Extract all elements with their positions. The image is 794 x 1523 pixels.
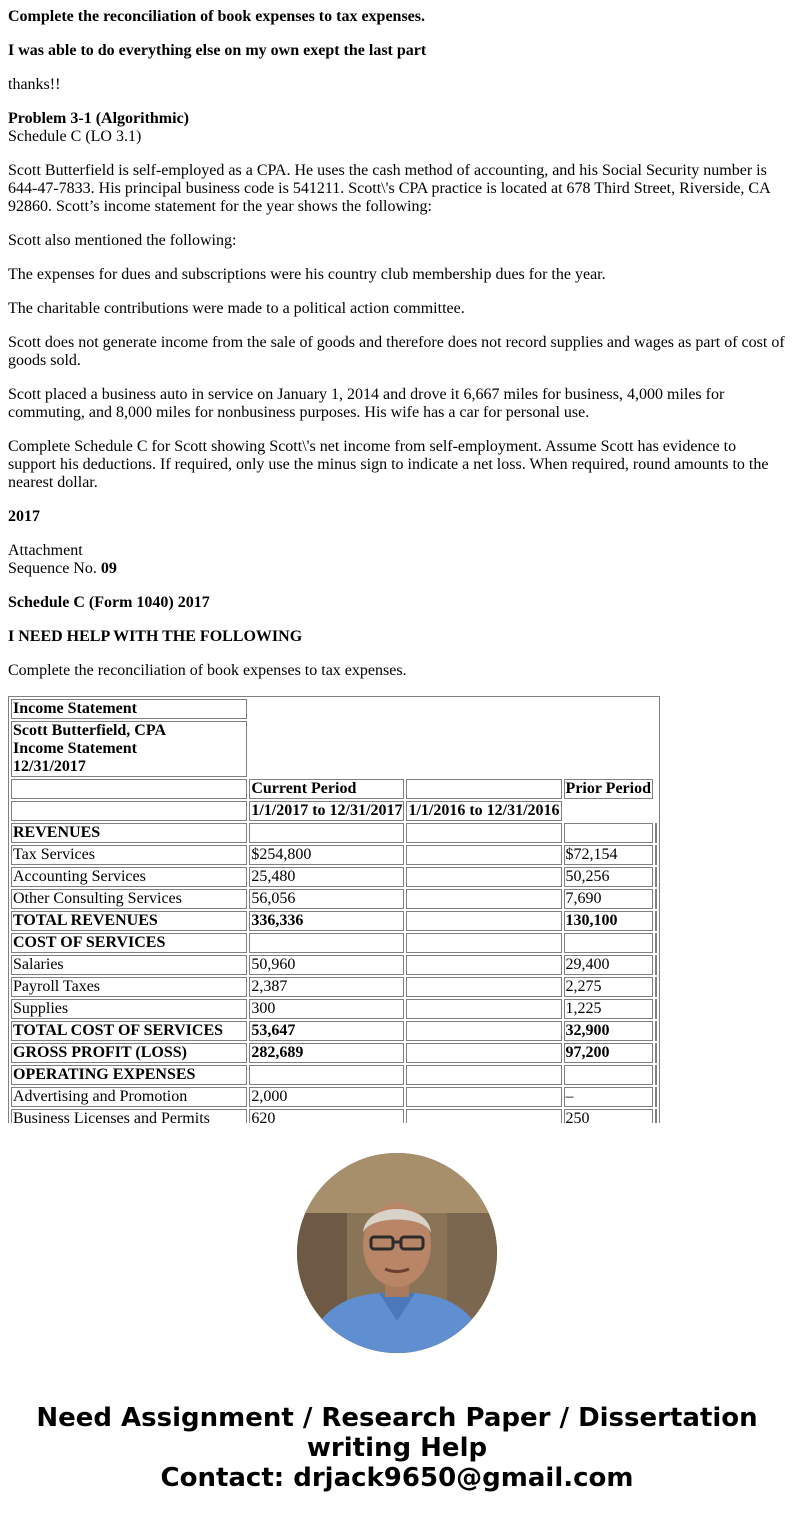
row-label: Tax Services — [11, 845, 247, 865]
row-edge-cell — [655, 1109, 657, 1123]
row-prior-value: 250 — [564, 1109, 653, 1123]
attachment-block — [8, 542, 788, 578]
row-label: TOTAL REVENUES — [11, 911, 247, 931]
row-prior-value: 32,900 — [564, 1021, 653, 1041]
row-label: Salaries — [11, 955, 247, 975]
row-prior-value: 29,400 — [564, 955, 653, 975]
table-row — [11, 955, 657, 975]
row-empty-cell — [406, 1021, 561, 1041]
statement-date: 12/31/2017 — [13, 758, 86, 775]
row-current-value: 25,480 — [249, 867, 404, 887]
row-label: OPERATING EXPENSES — [11, 1065, 247, 1085]
income-statement-viewport — [8, 696, 660, 1123]
row-empty-cell — [406, 1065, 561, 1085]
attachment-label: Attachment — [8, 542, 83, 559]
row-edge-cell — [655, 911, 657, 931]
row-prior-value: 1,225 — [564, 999, 653, 1019]
table-row — [11, 1065, 657, 1085]
row-edge-cell — [655, 1087, 657, 1107]
range-prior: 1/1/2016 to 12/31/2016 — [408, 802, 560, 819]
table-row — [11, 721, 657, 777]
row-edge-cell — [655, 889, 657, 909]
row-empty-cell — [406, 889, 561, 909]
row-edge-cell — [655, 823, 657, 843]
problem-para-4: The charitable contributions were made to a political action committee. — [8, 300, 465, 317]
avatar — [297, 1153, 497, 1353]
table-row — [11, 845, 657, 865]
problem-para-7: Complete Schedule C for Scott showing Scott\'s net income from self-employment. Assume Scott has evidence to support his deductions. If required, only use the minus sign to indicate a net loss. When required, round amounts to the nearest dollar. — [8, 438, 769, 491]
table-row — [11, 999, 657, 1019]
table-row — [11, 699, 657, 719]
income-statement-table — [8, 696, 660, 1123]
problem-para-6: Scott placed a business auto in service on January 1, 2014 and drove it 6,667 miles for business, 4,000 miles for commuting, and 8,000 miles for nonbusiness purposes. His wife has a car for personal use. — [8, 386, 725, 421]
table-row — [11, 1043, 657, 1063]
table-row — [11, 1109, 657, 1123]
row-empty-cell — [406, 955, 561, 975]
schedule-title: Schedule C (Form 1040) 2017 — [8, 594, 210, 611]
intro-line-1: Complete the reconciliation of book expenses to tax expenses. — [8, 8, 425, 25]
row-edge-cell — [655, 999, 657, 1019]
statement-title: Income Statement — [13, 740, 137, 757]
row-prior-value — [564, 933, 653, 953]
row-edge-cell — [655, 1043, 657, 1063]
row-empty-cell — [406, 933, 561, 953]
question-body — [8, 0, 788, 680]
company-name: Scott Butterfield, CPA — [13, 722, 166, 739]
row-current-value: 56,056 — [249, 889, 404, 909]
table-row — [11, 801, 657, 821]
problem-title: Problem 3-1 (Algorithmic) — [8, 110, 189, 127]
banner-contact: Contact: drjack9650@gmail.com — [160, 1463, 634, 1493]
banner-line-1: Need Assignment / Research Paper / Dissertation — [36, 1403, 758, 1433]
table-row — [11, 911, 657, 931]
problem-subtitle: Schedule C (LO 3.1) — [8, 128, 142, 145]
row-edge-cell — [655, 867, 657, 887]
problem-para-2: Scott also mentioned the following: — [8, 232, 237, 249]
range-current: 1/1/2017 to 12/31/2017 — [251, 802, 403, 819]
banner-line-2: writing Help — [306, 1433, 488, 1463]
row-prior-value: 50,256 — [564, 867, 653, 887]
row-prior-value: $72,154 — [564, 845, 653, 865]
portrait-image — [297, 1153, 497, 1353]
row-current-value — [249, 933, 404, 953]
row-empty-cell — [406, 977, 561, 997]
row-current-value: 300 — [249, 999, 404, 1019]
intro-thanks: thanks!! — [8, 76, 61, 93]
form-year: 2017 — [8, 508, 40, 525]
table-row — [11, 977, 657, 997]
row-prior-value: 2,275 — [564, 977, 653, 997]
col-prior-period: Prior Period — [565, 780, 651, 797]
row-empty-cell — [406, 1109, 561, 1123]
row-empty-cell — [406, 845, 561, 865]
row-label: Business Licenses and Permits — [11, 1109, 247, 1123]
row-edge-cell — [655, 1021, 657, 1041]
table-row — [11, 1021, 657, 1041]
problem-para-1: Scott Butterfield is self-employed as a CPA. He uses the cash method of accounting, and his Social Security number is 644-47-7833. His principal business code is 541211. Scott\'s CPA practice is located at 678 Third Street, Riverside, CA 92860. Scott’s income statement for the year shows the following: — [8, 162, 770, 215]
row-current-value: 282,689 — [249, 1043, 404, 1063]
row-label: Advertising and Promotion — [11, 1087, 247, 1107]
row-label: GROSS PROFIT (LOSS) — [11, 1043, 247, 1063]
table-row — [11, 867, 657, 887]
row-current-value: 50,960 — [249, 955, 404, 975]
row-prior-value: – — [564, 1087, 653, 1107]
help-heading: I NEED HELP WITH THE FOLLOWING — [8, 628, 303, 645]
row-current-value — [249, 823, 404, 843]
promo-banner — [0, 1403, 794, 1493]
intro-line-2: I was able to do everything else on my own exept the last part — [8, 42, 427, 59]
row-label: Supplies — [11, 999, 247, 1019]
col-current-period: Current Period — [249, 779, 404, 799]
row-empty-cell — [406, 823, 561, 843]
row-edge-cell — [655, 955, 657, 975]
row-empty-cell — [406, 911, 561, 931]
row-empty-cell — [406, 1043, 561, 1063]
row-prior-value: 130,100 — [564, 911, 653, 931]
row-empty-cell — [406, 1087, 561, 1107]
row-edge-cell — [655, 845, 657, 865]
problem-para-5: Scott does not generate income from the sale of goods and therefore does not record supplies and wages as part of cost of goods sold. — [8, 334, 785, 369]
row-current-value: $254,800 — [249, 845, 404, 865]
row-prior-value: 7,690 — [564, 889, 653, 909]
table-row — [11, 889, 657, 909]
statement-heading: Income Statement — [11, 699, 247, 719]
table-row — [11, 823, 657, 843]
row-label: Other Consulting Services — [11, 889, 247, 909]
row-label: Payroll Taxes — [11, 977, 247, 997]
table-row — [11, 933, 657, 953]
row-edge-cell — [655, 1065, 657, 1085]
help-line: Complete the reconciliation of book expenses to tax expenses. — [8, 662, 407, 679]
table-row — [11, 1087, 657, 1107]
row-current-value: 2,000 — [249, 1087, 404, 1107]
row-prior-value: 97,200 — [564, 1043, 653, 1063]
row-label: Accounting Services — [11, 867, 247, 887]
row-prior-value — [564, 1065, 653, 1085]
row-label: COST OF SERVICES — [11, 933, 247, 953]
table-row — [11, 779, 657, 799]
row-empty-cell — [406, 867, 561, 887]
statement-company-block — [11, 721, 247, 777]
row-prior-value — [564, 823, 653, 843]
row-edge-cell — [655, 977, 657, 997]
row-edge-cell — [655, 933, 657, 953]
sequence-label: Sequence No. — [8, 560, 97, 577]
row-empty-cell — [406, 999, 561, 1019]
problem-para-3: The expenses for dues and subscriptions were his country club membership dues for the year. — [8, 266, 606, 283]
row-label: REVENUES — [11, 823, 247, 843]
row-current-value: 620 — [249, 1109, 404, 1123]
row-current-value: 336,336 — [249, 911, 404, 931]
row-current-value — [249, 1065, 404, 1085]
sequence-line — [8, 560, 788, 578]
sequence-number: 09 — [100, 560, 117, 577]
row-current-value: 53,647 — [249, 1021, 404, 1041]
row-current-value: 2,387 — [249, 977, 404, 997]
row-label: TOTAL COST OF SERVICES — [11, 1021, 247, 1041]
problem-heading — [8, 110, 788, 146]
